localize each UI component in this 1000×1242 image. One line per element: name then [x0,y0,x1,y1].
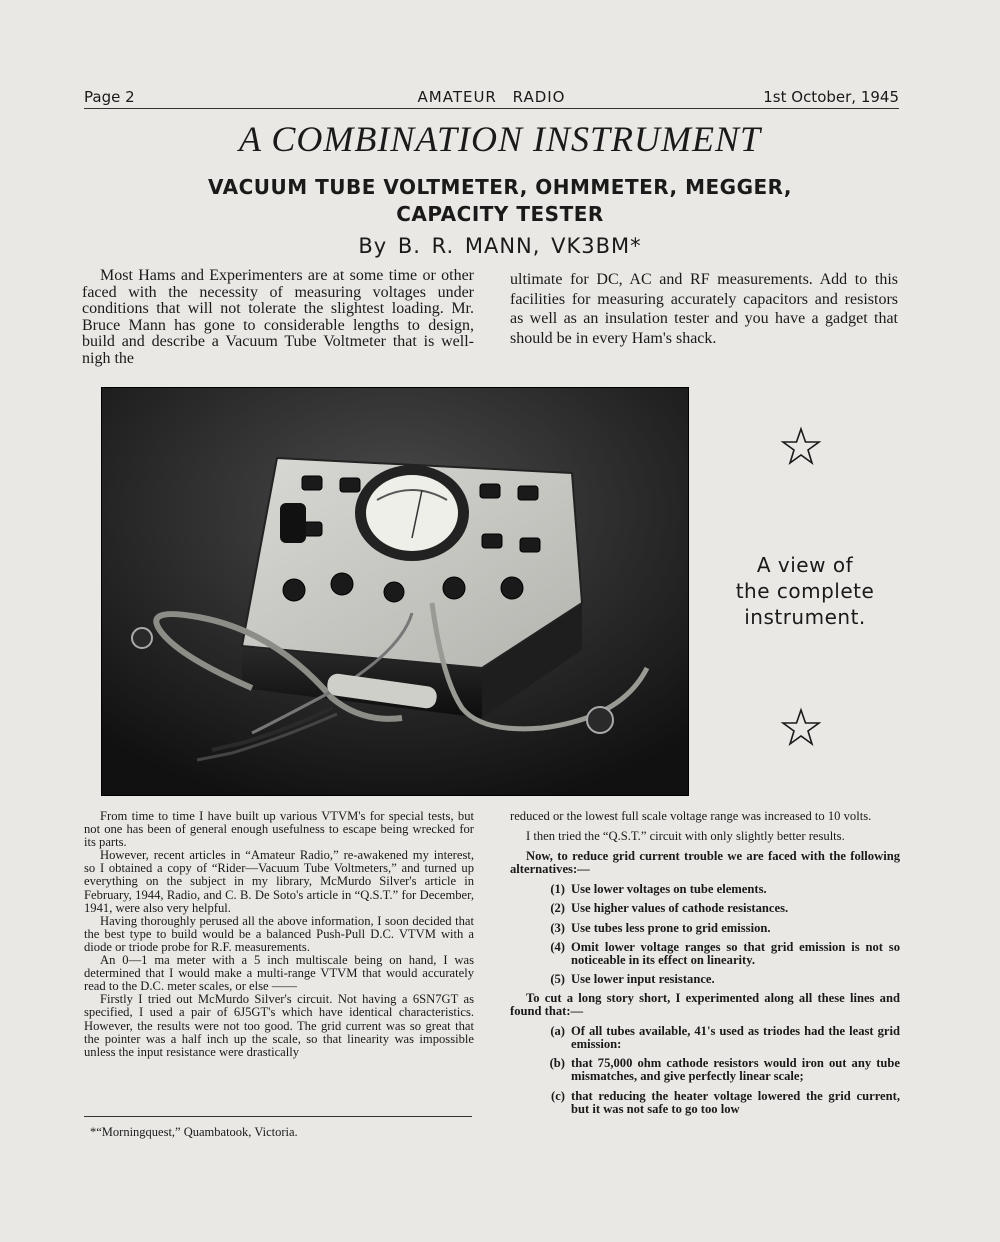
body-column-left [84,810,474,1059]
photo-caption [720,552,890,630]
paragraph: However, recent articles in “Amateur Radio,” re-awakened my interest, so I obtained a copy of “Rider—Vacuum Tube Voltmeters,” and turned up everything on the subject in my library, McMurdo Silver's article in February, 1944, Radio, and C. B. De Soto's article in “Q.S.T.” for December, 1941, were also very helpful. [84,848,474,915]
list-item [510,1057,900,1083]
byline: By B. R. MANN, VK3BM* [358,234,642,258]
list-text: Use lower voltages on tube elements. [571,882,767,897]
list-text: that 75,000 ohm cathode resistors would iron out any tube mismatches, and give perfectly linear scale; [571,1056,900,1084]
list-marker: (3) [550,920,565,935]
paragraph: reduced or the lowest full scale voltage range was increased to 10 volts. [510,809,872,823]
list-item [510,1025,900,1051]
list-marker: (5) [550,971,565,986]
intro-right: ultimate for DC, AC and RF measurements. Add to this facilities for measuring accurately capacitors and resistors as well as an insulation tester and you have a gadget that should be in every Ham's shack. [510,271,898,347]
list-text: Use higher values of cathode resistances. [571,901,789,916]
list-marker: (1) [550,882,565,897]
list-marker: (b) [549,1056,565,1071]
caption-line-2: the complete [735,579,875,603]
list-text: that reducing the heater voltage lowered the grid current, but it was not safe to go too low [571,1088,900,1116]
caption-line-1: A view of [756,553,854,577]
footnote-rule [84,1116,472,1117]
list-item [510,941,900,967]
list-text: Of all tubes available, 41's used as triodes had the least grid emission: [571,1024,900,1052]
paragraph: From time to time I have built up various VTVM's for special tests, but not one has been of general enough usefulness to escape being wrecked for its parts. [84,809,474,850]
list-text: Use lower input resistance. [571,971,715,986]
intro-left: Most Hams and Experimenters are at some time or other faced with the necessity of measuring voltages under conditions that will not tolerate the slightest loading. Mr. Bruce Mann has gone to considerable lengths to design, build and describe a Vacuum Tube Voltmeter that is well-nigh the [82,267,474,367]
caption-line-3: instrument. [744,605,866,629]
paragraph: An 0—1 ma meter with a 5 inch multiscale being on hand, I was determined that I would make a multi-range VTVM that would accurately read to the D.C. meter scales, or else —— [84,953,474,994]
list-text: Use tubes less prone to grid emission. [571,920,771,935]
paragraph: Having thoroughly perused all the above information, I soon decided that the best type to build would be a balanced Push-Pull D.C. VTVM with a diode or triode probe for R.F. measurements. [84,913,474,954]
running-head [84,88,899,108]
paragraph: Now, to reduce grid current trouble we are faced with the following alternatives:— [510,849,900,877]
header-rule [84,108,899,109]
page-number: Page 2 [84,88,135,106]
list-marker: (a) [550,1024,565,1039]
instrument-illustration [102,388,688,795]
list-item [510,1090,900,1116]
star-icon [780,426,822,468]
paragraph: I then tried the “Q.S.T.” circuit with only slightly better results. [526,829,845,844]
list-marker: (4) [550,939,565,954]
list-marker: (2) [550,901,565,916]
paragraph: Firstly I tried out McMurdo Silver's circuit. Not having a 6SN7GT as specified, I used a pair of 6J5GT's which have identical characteristics. However, the results were not too good. The grid current was so great that the pointer was a half inch up the scale, so that linearity was impossible unless the input resistance were drastically [84,992,474,1059]
instrument-photo [101,387,689,796]
list-marker: (c) [551,1088,565,1103]
article-title: A COMBINATION INSTRUMENT [238,119,762,159]
issue-date: 1st October, 1945 [763,88,899,106]
list-item [510,883,900,896]
body-column-right [510,810,900,1122]
subtitle-line-2: CAPACITY TESTER [396,202,604,226]
footnote: *“Morningquest,” Quambatook, Victoria. [90,1125,298,1139]
list-item [510,973,900,986]
list-item [510,902,900,915]
magazine-name: AMATEUR RADIO [417,88,566,106]
paragraph: To cut a long story short, I experimented along all these lines and found that:— [510,990,900,1019]
list-text: Omit lower voltage ranges so that grid emission is not so noticeable in its effect on linearity. [571,939,900,967]
star-icon [780,707,822,749]
list-item [510,922,900,935]
article-subtitle [150,174,850,228]
subtitle-line-1: VACUUM TUBE VOLTMETER, OHMMETER, MEGGER, [207,175,793,199]
